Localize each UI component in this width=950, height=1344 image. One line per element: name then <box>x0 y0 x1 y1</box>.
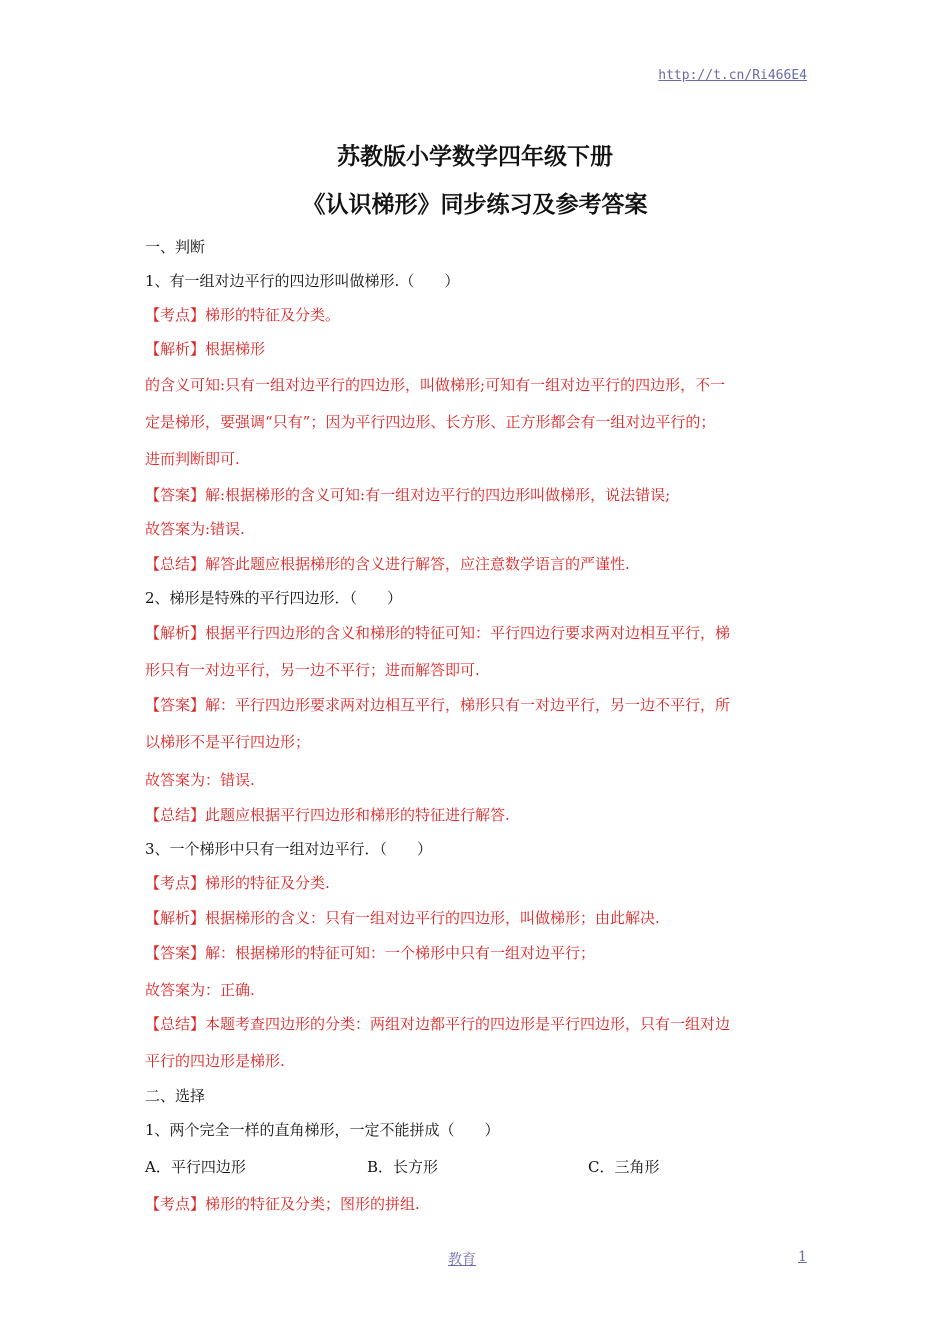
text-line: 【解析】根据平行四边形的含义和梯形的特征可知：平行四边行要求两对边相互平行，梯 <box>145 624 731 642</box>
text-line: 【答案】解:根据梯形的含义可知:有一组对边平行的四边形叫做梯形，说法错误; <box>145 486 671 504</box>
option-c: C．三角形 <box>588 1158 660 1176</box>
options-row <box>145 1158 810 1176</box>
text-line: 定是梯形，要强调“只有”；因为平行四边形、长方形、正方形都会有一组对边平行的； <box>145 413 716 431</box>
text-line: 【答案】解：平行四边形要求两对边相互平行，梯形只有一对边平行，另一边不平行，所 <box>145 696 731 714</box>
text-line: 1、有一组对边平行的四边形叫做梯形.（ ） <box>145 272 460 290</box>
text-line: 平行的四边形是梯形. <box>145 1052 285 1070</box>
page-number[interactable]: 1 <box>798 1249 807 1265</box>
text-line: 【解析】根据梯形 <box>145 340 266 358</box>
text-line: 【考点】梯形的特征及分类；图形的拼组. <box>145 1195 420 1213</box>
text-line: 3、一个梯形中只有一组对边平行．（ ） <box>145 840 433 858</box>
text-line: 的含义可知:只有一组对边平行的四边形，叫做梯形;可知有一组对边平行的四边形，不一 <box>145 376 726 394</box>
text-line: 【答案】解：根据梯形的特征可知：一个梯形中只有一组对边平行； <box>145 944 596 962</box>
footer-link[interactable]: 教育 <box>448 1252 476 1268</box>
header-link[interactable]: http://t.cn/Ri466E4 <box>658 68 807 83</box>
option-b: B．长方形 <box>367 1158 439 1176</box>
text-line: 【解析】根据梯形的含义：只有一组对边平行的四边形，叫做梯形；由此解决. <box>145 909 660 927</box>
text-line: 以梯形不是平行四边形； <box>145 733 311 751</box>
text-line: 二、选择 <box>145 1087 206 1105</box>
text-line: 一、判断 <box>145 238 206 256</box>
text-line: 【总结】此题应根据平行四边形和梯形的特征进行解答. <box>145 806 510 824</box>
text-line: 故答案为：错误. <box>145 771 255 789</box>
text-line: 【总结】本题考查四边形的分类：两组对边都平行的四边形是平行四边形，只有一组对边 <box>145 1015 731 1033</box>
option-a: A．平行四边形 <box>145 1158 246 1176</box>
text-line: 形只有一对边平行，另一边不平行；进而解答即可. <box>145 661 480 679</box>
text-line: 【考点】梯形的特征及分类. <box>145 874 330 892</box>
page-title-line2: 《认识梯形》同步练习及参考答案 <box>302 191 648 218</box>
text-line: 故答案为:错误. <box>145 520 245 538</box>
text-line: 【总结】解答此题应根据梯形的含义进行解答，应注意数学语言的严谨性. <box>145 555 630 573</box>
text-line: 进而判断即可. <box>145 450 240 468</box>
page-title-line1: 苏教版小学数学四年级下册 <box>337 143 613 170</box>
text-line: 【考点】梯形的特征及分类。 <box>145 306 341 324</box>
text-line: 1、两个完全一样的直角梯形，一定不能拼成（ ） <box>145 1121 500 1139</box>
text-line: 故答案为：正确. <box>145 981 255 999</box>
text-line: 2、梯形是特殊的平行四边形．（ ） <box>145 589 403 607</box>
document-body <box>145 238 810 1213</box>
